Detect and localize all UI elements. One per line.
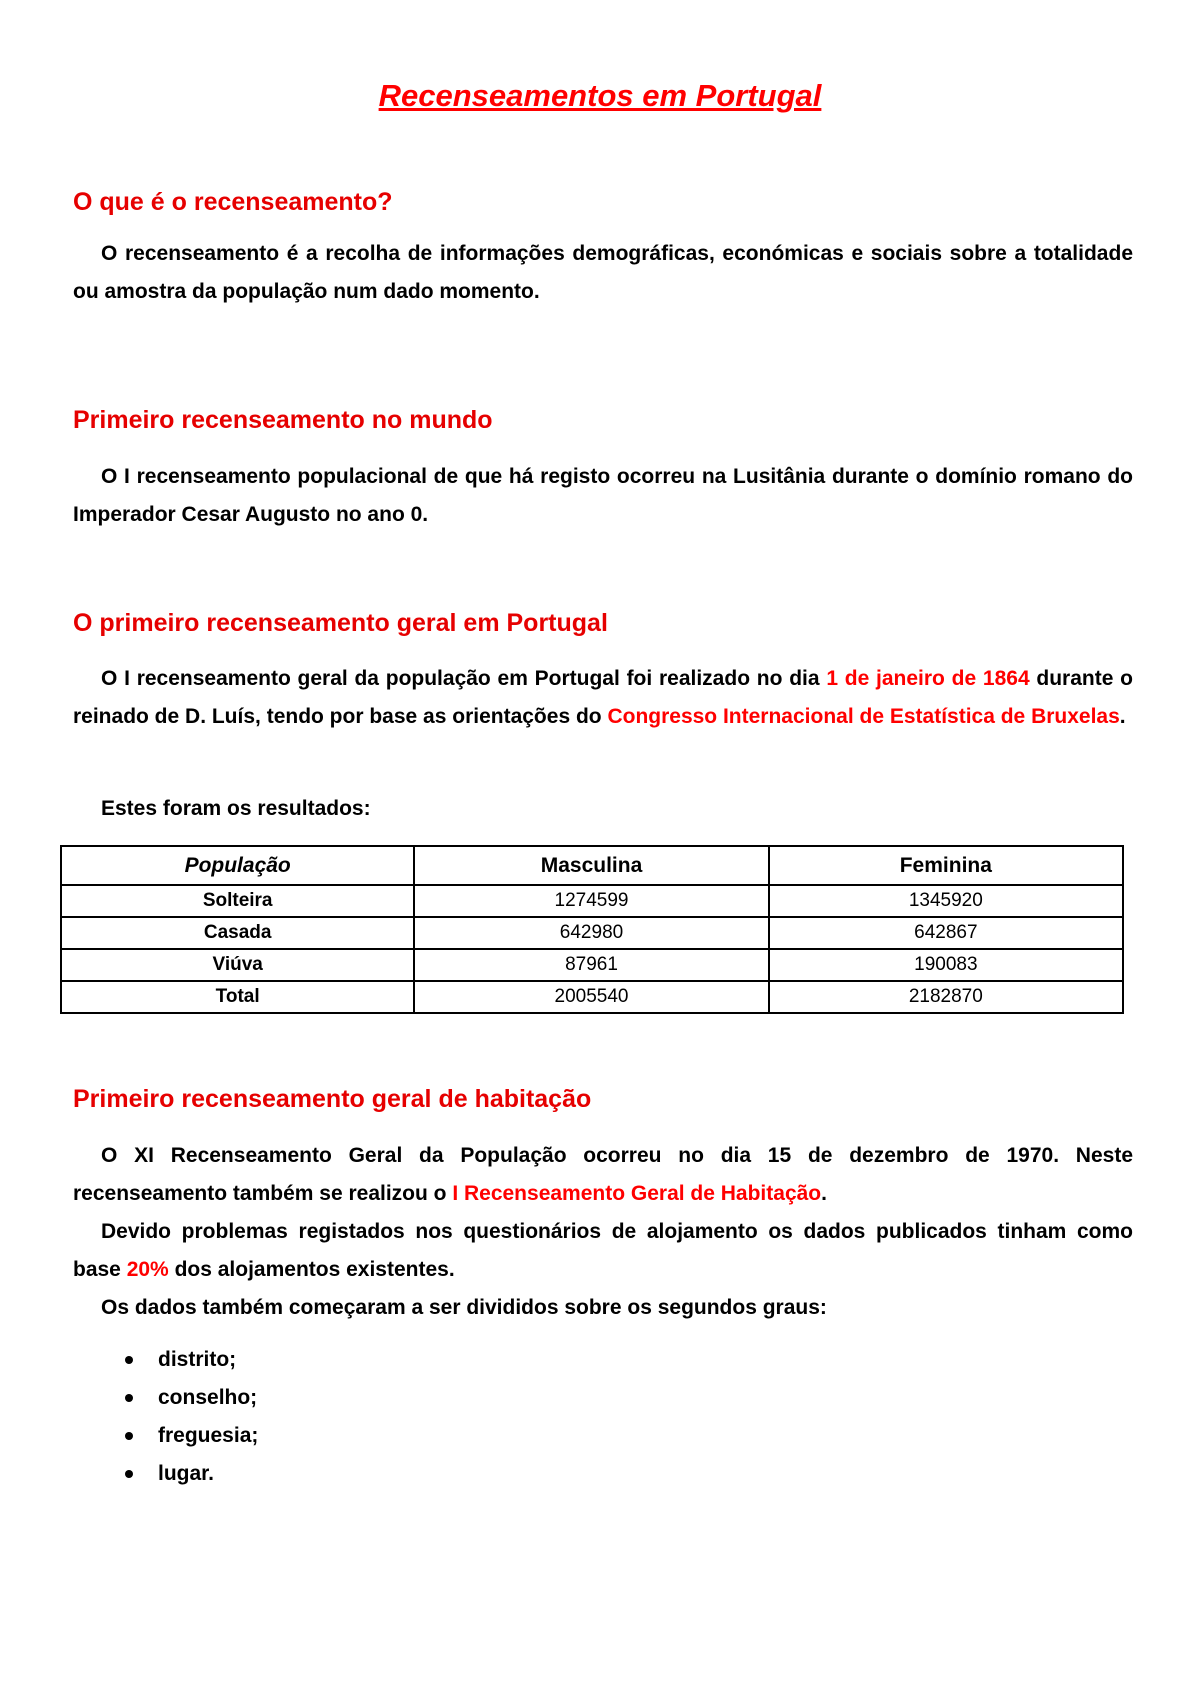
table-cell: 1345920: [769, 885, 1123, 917]
section-heading-first-census-world: Primeiro recenseamento no mundo: [73, 406, 493, 434]
text-segment: O XI Recenseamento Geral da População ocorreu no dia 15 de dezembro de 1970. Neste recenseamento também se realizou o: [73, 1144, 1133, 1205]
list-item: [120, 1455, 258, 1493]
bullet-icon: [125, 1470, 133, 1478]
census-results-table: [60, 845, 1124, 1014]
list-item-label: conselho;: [158, 1386, 258, 1409]
section-paragraph-first-census-world: O I recenseamento populacional de que há registo ocorreu na Lusitânia durante o domínio romano do Imperador Cesar Augusto no ano 0.: [73, 465, 1133, 526]
table-cell: 642867: [769, 917, 1123, 949]
table-row: [61, 917, 1123, 949]
text-segment: durante o reinado de D. Luís, tendo por base as orientações do: [73, 667, 1133, 728]
table-cell: 87961: [414, 949, 768, 981]
page-title: Recenseamentos em Portugal: [378, 78, 822, 113]
section-paragraph-housing-2: [73, 1213, 1133, 1289]
section-paragraph-housing-1: [73, 1137, 1133, 1213]
highlight-date: 1 de janeiro de 1864: [826, 667, 1030, 690]
table-cell: 1274599: [414, 885, 768, 917]
section-heading-first-census-portugal: O primeiro recenseamento geral em Portugal: [73, 609, 608, 637]
text-segment: dos alojamentos existentes.: [168, 1258, 455, 1281]
geographic-levels-list: [120, 1341, 258, 1493]
list-item: [120, 1417, 258, 1455]
section-paragraph-first-census-portugal: [73, 660, 1133, 736]
list-item: [120, 1341, 258, 1379]
list-item-label: lugar.: [158, 1462, 215, 1485]
highlight-housing-census: I Recenseamento Geral de Habitação: [452, 1182, 822, 1205]
section-paragraph-what-is-census: O recenseamento é a recolha de informações demográficas, económicas e sociais sobre a totalidade ou amostra da população num dado momento.: [73, 242, 1133, 303]
section-heading-first-housing-census: Primeiro recenseamento geral de habitação: [73, 1085, 592, 1113]
highlight-congress: Congresso Internacional de Estatística de Bruxelas: [607, 705, 1120, 728]
text-segment: Devido problemas registados nos questionários de alojamento os dados publicados tinham como base: [73, 1220, 1133, 1281]
text-segment: O I recenseamento geral da população em Portugal foi realizado no dia: [101, 667, 827, 690]
table-cell: 2182870: [769, 981, 1123, 1013]
table-row-label: Total: [61, 981, 414, 1013]
table-header-cell: Masculina: [414, 846, 768, 885]
table-cell: 2005540: [414, 981, 768, 1013]
list-item: [120, 1379, 258, 1417]
table-cell: 190083: [769, 949, 1123, 981]
list-item-label: freguesia;: [158, 1424, 259, 1447]
section-paragraph-housing-3: Os dados também começaram a ser divididos sobre os segundos graus:: [101, 1296, 827, 1319]
table-row-label: Solteira: [61, 885, 414, 917]
table-row: [61, 981, 1123, 1013]
text-segment: .: [821, 1182, 827, 1205]
bullet-icon: [125, 1394, 133, 1402]
table-header-cell: Feminina: [769, 846, 1123, 885]
bullet-icon: [125, 1432, 133, 1440]
table-row-label: Casada: [61, 917, 414, 949]
section-heading-what-is-census: O que é o recenseamento?: [73, 188, 393, 216]
text-segment: .: [1119, 705, 1126, 728]
results-intro: Estes foram os resultados:: [101, 797, 371, 820]
table-cell: 642980: [414, 917, 768, 949]
bullet-icon: [125, 1356, 133, 1364]
table-header-cell: População: [61, 846, 414, 885]
list-item-label: distrito;: [158, 1348, 237, 1371]
highlight-percentage: 20%: [126, 1258, 169, 1281]
table-row: [61, 885, 1123, 917]
table-row: [61, 949, 1123, 981]
table-row-label: Viúva: [61, 949, 414, 981]
table-header-row: [61, 846, 1123, 885]
